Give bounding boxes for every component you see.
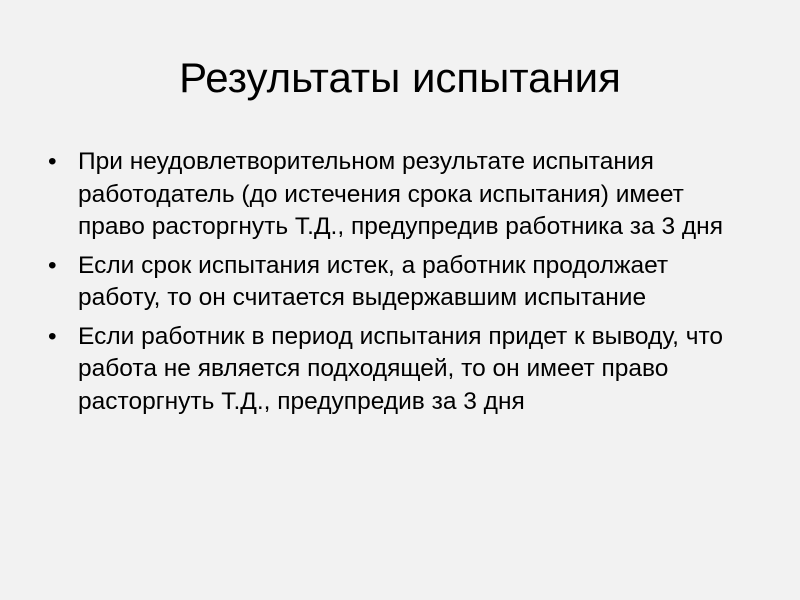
bullet-marker-icon: • (48, 148, 57, 175)
bullet-item-employee-termination (44, 321, 756, 419)
bullet-text: При неудовлетворительном результате испытания работодатель (до истечения срока испытания) имеет право расторгнуть Т.Д., предупредив работника за 3 дня (78, 148, 723, 240)
bullet-marker-icon: • (48, 251, 57, 279)
bullet-text: Если срок испытания истек, а работник продолжает работу, то он считается выдержавшим испытание (78, 251, 669, 311)
slide-title: Результаты испытания (179, 54, 621, 101)
bullet-item-probation-expired (44, 250, 756, 315)
bullet-marker-icon: • (48, 322, 57, 350)
bullet-list (44, 146, 756, 424)
bullet-text: Если работник в период испытания придет к выводу, что работа не является подходящей, то он имеет право расторгнуть Т.Д., предупредив за 3 дня (78, 322, 724, 415)
bullet-item-probation-failure (44, 146, 756, 244)
